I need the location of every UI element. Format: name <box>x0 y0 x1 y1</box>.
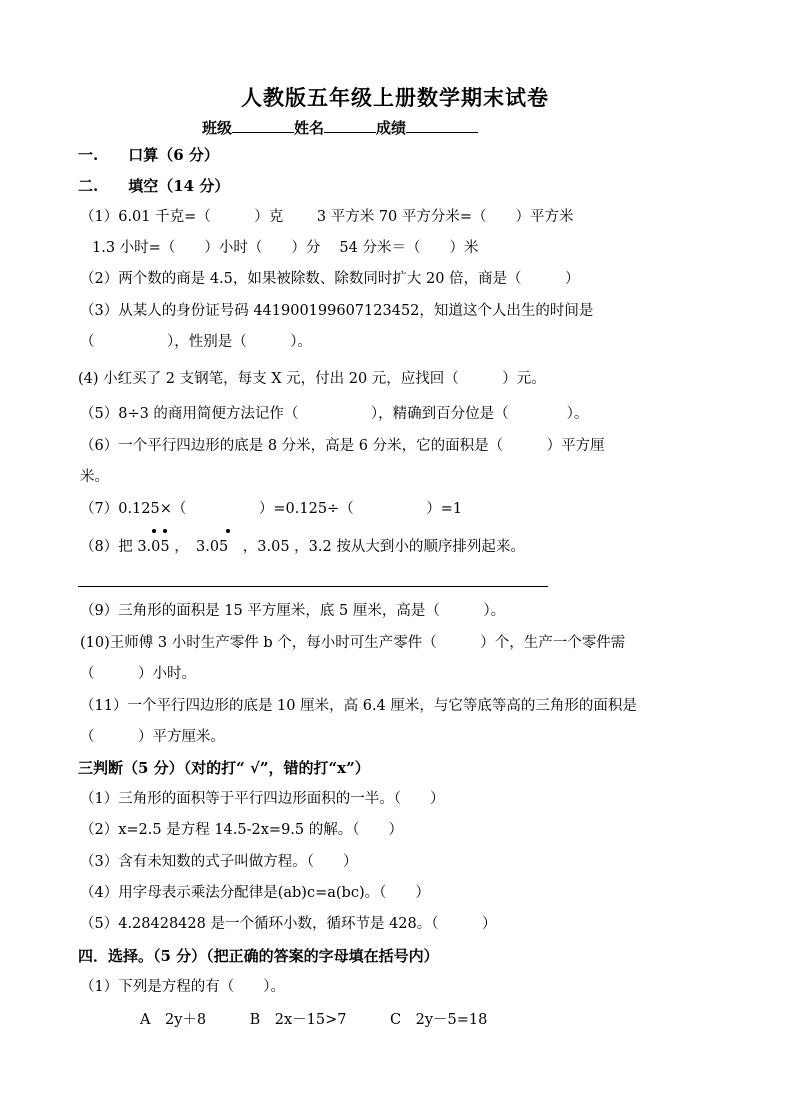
page-title: 人教版五年级上册数学期末试卷 <box>241 85 549 110</box>
score-blank[interactable] <box>406 117 478 133</box>
name-label: 姓名 <box>294 119 325 137</box>
fill-q5: （5）8÷3 的商用简便方法记作（ ），精确到百分位是（ ）。 <box>80 406 589 422</box>
judge-q3: （3）含有未知数的式子叫做方程。（ ） <box>80 854 358 870</box>
fill-q1-line2: 1.3 小时=（ ）小时（ ）分 54 分米＝（ ）米 <box>92 240 479 256</box>
fill-q6-line1: （6）一个平行四边形的底是 8 分米，高是 6 分米，它的面积是（ ）平方厘 <box>80 438 605 454</box>
judge-q1: （1）三角形的面积等于平行四边形面积的一半。（ ） <box>80 791 445 807</box>
answer-line[interactable] <box>78 586 548 587</box>
judge-q4: （4）用字母表示乘法分配律是(ab)c=a(bc)。（ ） <box>80 885 430 901</box>
section-4-heading: 四．选择。（5 分）（把正确的答案的字母填在括号内） <box>78 947 439 965</box>
fill-q4: (4) 小红买了 2 支钢笔，每支 X 元，付出 20 元，应找回（ ）元。 <box>78 371 546 387</box>
fill-q1-line1: （1）6.01 千克=（ ）克 3 平方米 70 平方分米=（ ）平方米 <box>80 209 574 225</box>
student-info-row <box>202 117 478 138</box>
choice-q1: （1）下列是方程的有（ ）。 <box>80 979 285 995</box>
section-1-heading: 一. 口算（6 分） <box>78 146 219 164</box>
fill-q3-line2: （ ），性别是（ ）。 <box>80 334 312 350</box>
fill-q11-line1: （11）一个平行四边形的底是 10 厘米，高 6.4 厘米，与它等底等高的三角形的面积是 <box>80 698 637 714</box>
name-blank[interactable] <box>324 117 376 133</box>
fill-q3-line1: （3）从某人的身份证号码 441900199607123452，知道这个人出生的时间是 <box>80 303 594 319</box>
fill-q8: （8）把 3.05 ， 3.05 ，3.05 ，3.2 按从大到小的顺序排列起来。 <box>80 539 525 555</box>
recurring-dot <box>152 529 156 533</box>
recurring-dot <box>163 529 167 533</box>
score-label: 成绩 <box>376 119 407 137</box>
fill-q7: （7）0.125×（ ）=0.125÷（ ）=1 <box>80 501 463 517</box>
fill-q10-line1: (10)王师傅 3 小时生产零件 b 个，每小时可生产零件（ ）个，生产一个零件需 <box>80 635 626 651</box>
fill-q11-line2: （ ）平方厘米。 <box>80 729 225 745</box>
recurring-dot <box>226 529 230 533</box>
class-label: 班级 <box>202 119 233 137</box>
choice-q1-options: A 2y＋8 B 2x－15>7 C 2y－5=18 <box>140 1012 488 1028</box>
judge-q2: （2）x=2.5 是方程 14.5-2x=9.5 的解。（ ） <box>80 822 403 838</box>
fill-q6-line2: 米。 <box>80 469 109 485</box>
judge-q5: （5）4.28428428 是一个循环小数，循环节是 428。（ ） <box>80 916 497 932</box>
fill-q10-line2: （ ）小时。 <box>80 666 196 682</box>
class-blank[interactable] <box>232 117 294 133</box>
section-2-heading: 二. 填空（14 分） <box>78 177 230 195</box>
fill-q2: （2）两个数的商是 4.5，如果被除数、除数同时扩大 20 倍，商是（ ） <box>80 271 580 287</box>
fill-q9: （9）三角形的面积是 15 平方厘米，底 5 厘米，高是（ ）。 <box>80 603 506 619</box>
section-3-heading: 三判断（5 分）（对的打“ √”，错的打“x”） <box>78 759 370 777</box>
